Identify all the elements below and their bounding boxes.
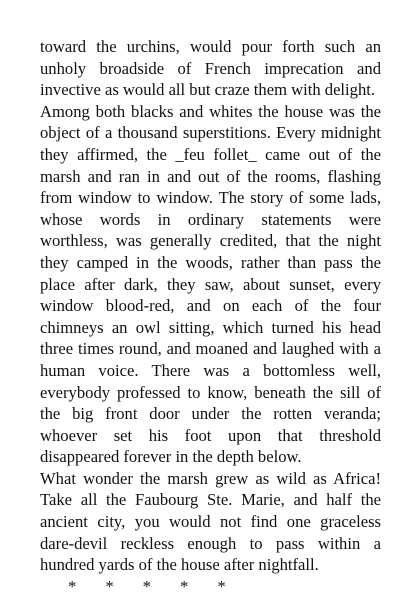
section-separator: * * * * * (68, 576, 226, 596)
document-page (40, 36, 381, 597)
paragraph-1: toward the urchins, would pour forth such an unholy broadside of French imprecation and invective as would all but craze them with delight. (40, 37, 381, 100)
paragraph-2: Among both blacks and whites the house was the object of a thousand superstitions. Every midnight they affirmed, the _feu follet_ came out of the marsh and ran in and out of the rooms, flashing from window to window. The story of some lads, whose words in ordinary statements were worthless, was generally credited, that the night they camped in the woods, rather than pass the place after dark, they saw, about sunset, every window blood-red, and on each of the four chimneys an owl sitting, which turned his head three times round, and moaned and laughed with a human voice. There was a bottomless well, everybody professed to know, beneath the sill of the big front door under the rotten veranda; whoever set his foot upon that threshold disappeared forever in the depth below. (40, 101, 381, 467)
paragraph-3: What wonder the marsh grew as wild as Africa! Take all the Faubourg Ste. Marie, and half the ancient city, you would not find one graceless dare-devil reckless enough to pass within a hundred yards of the house after nightfall. (40, 468, 381, 575)
